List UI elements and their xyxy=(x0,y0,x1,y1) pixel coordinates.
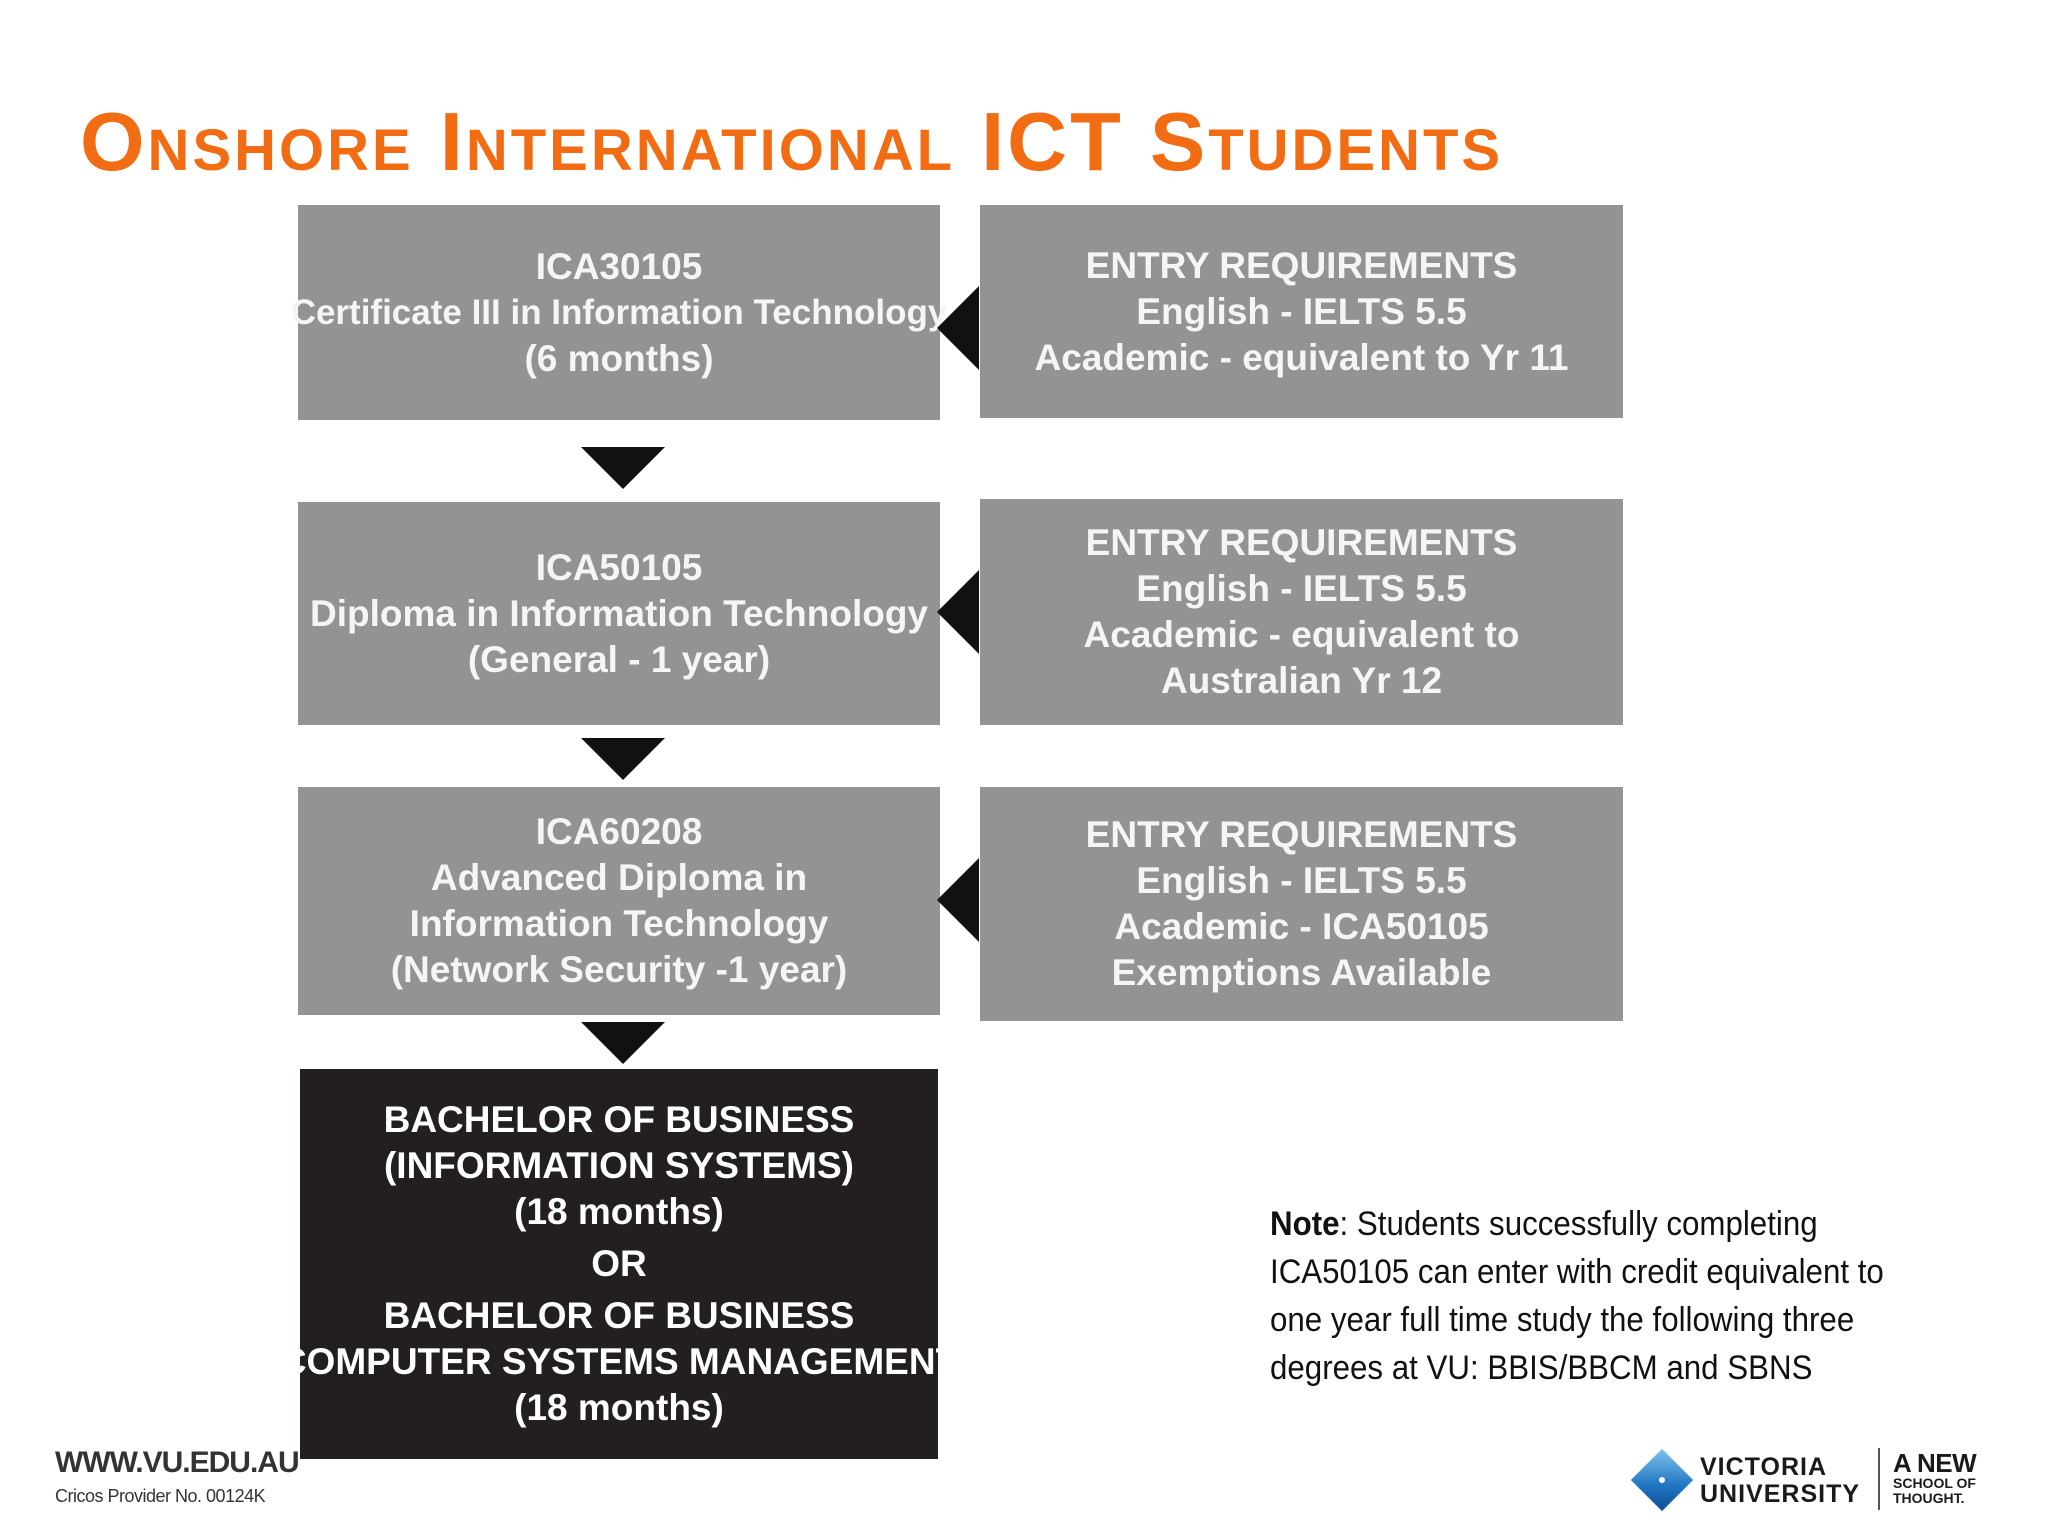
cricos-provider: Cricos Provider No. 00124K xyxy=(55,1486,266,1506)
entry-box-advanced-diploma xyxy=(980,787,1623,1021)
course-name: Certificate III in Information Technology xyxy=(290,292,948,332)
entry-box-certificate-iii xyxy=(980,205,1623,418)
course-duration: (6 months) xyxy=(524,337,714,379)
bachelor-duration: (18 months) xyxy=(514,1387,724,1428)
entry-academic: Academic - equivalent to Yr 11 xyxy=(1034,336,1569,378)
course-box-diploma xyxy=(298,502,940,725)
tagline-small-1: SCHOOL OF xyxy=(1893,1475,1976,1491)
course-box-certificate-iii xyxy=(290,205,948,420)
entry-academic-cont: Australian Yr 12 xyxy=(1160,660,1443,701)
note-label: Note xyxy=(1270,1205,1340,1243)
entry-heading: ENTRY REQUIREMENTS xyxy=(1085,244,1518,286)
entry-academic: Academic - ICA50105 xyxy=(1114,906,1489,947)
course-name: Advanced Diploma in xyxy=(430,857,808,898)
tagline-small-2: THOUGHT. xyxy=(1893,1490,1965,1506)
course-name: Diploma in Information Technology xyxy=(309,592,929,634)
course-code: ICA50105 xyxy=(535,546,703,588)
left-arrow-icon xyxy=(937,858,979,942)
course-code: ICA60208 xyxy=(535,811,703,852)
bachelor-major: (COMPUTER SYSTEMS MANAGEMENT) xyxy=(267,1341,971,1382)
down-arrow-icon xyxy=(581,1022,665,1064)
bachelor-or: OR xyxy=(591,1243,647,1284)
logo-line-1: VICTORIA xyxy=(1700,1453,1827,1481)
footer-url[interactable]: WWW.VU.EDU.AU xyxy=(55,1446,299,1479)
left-arrow-icon xyxy=(937,570,979,654)
entry-heading: ENTRY REQUIREMENTS xyxy=(1085,814,1518,855)
entry-english: English - IELTS 5.5 xyxy=(1136,290,1467,332)
logo-divider xyxy=(1878,1448,1880,1510)
logo-line-2: UNIVERSITY xyxy=(1700,1480,1861,1508)
entry-exemptions: Exemptions Available xyxy=(1111,952,1492,993)
down-arrow-icon xyxy=(581,447,665,489)
entry-english: English - IELTS 5.5 xyxy=(1136,860,1467,901)
course-duration: (General - 1 year) xyxy=(467,638,771,680)
bachelor-title: BACHELOR OF BUSINESS xyxy=(383,1099,855,1140)
university-logo xyxy=(1700,1454,1860,1508)
course-box-advanced-diploma xyxy=(298,787,940,1015)
bachelor-major: (INFORMATION SYSTEMS) xyxy=(383,1145,854,1186)
entry-box-diploma xyxy=(980,499,1623,725)
bachelor-box xyxy=(267,1069,971,1459)
tagline-big: A NEW xyxy=(1893,1448,1977,1478)
logo-tagline xyxy=(1893,1450,1976,1506)
bachelor-title: BACHELOR OF BUSINESS xyxy=(383,1295,855,1336)
entry-heading: ENTRY REQUIREMENTS xyxy=(1085,522,1518,563)
down-arrow-icon xyxy=(581,738,665,780)
left-arrow-icon xyxy=(937,286,979,370)
entry-academic: Academic - equivalent to xyxy=(1083,614,1520,655)
course-name-cont: Information Technology xyxy=(409,903,829,944)
entry-english: English - IELTS 5.5 xyxy=(1136,568,1467,609)
course-duration: (Network Security -1 year) xyxy=(390,949,848,990)
course-code: ICA30105 xyxy=(535,245,703,287)
logo-dot xyxy=(1659,1477,1665,1483)
note-body: : Students successfully completing ICA50105 can enter with credit equivalent to one year full time study the following three degrees at VU: BBIS/BBCM and SBNS xyxy=(1270,1205,1884,1387)
page-title: Onshore International ICT Students xyxy=(80,95,1504,188)
note-text xyxy=(1270,1200,1932,1392)
bachelor-duration: (18 months) xyxy=(514,1191,724,1232)
